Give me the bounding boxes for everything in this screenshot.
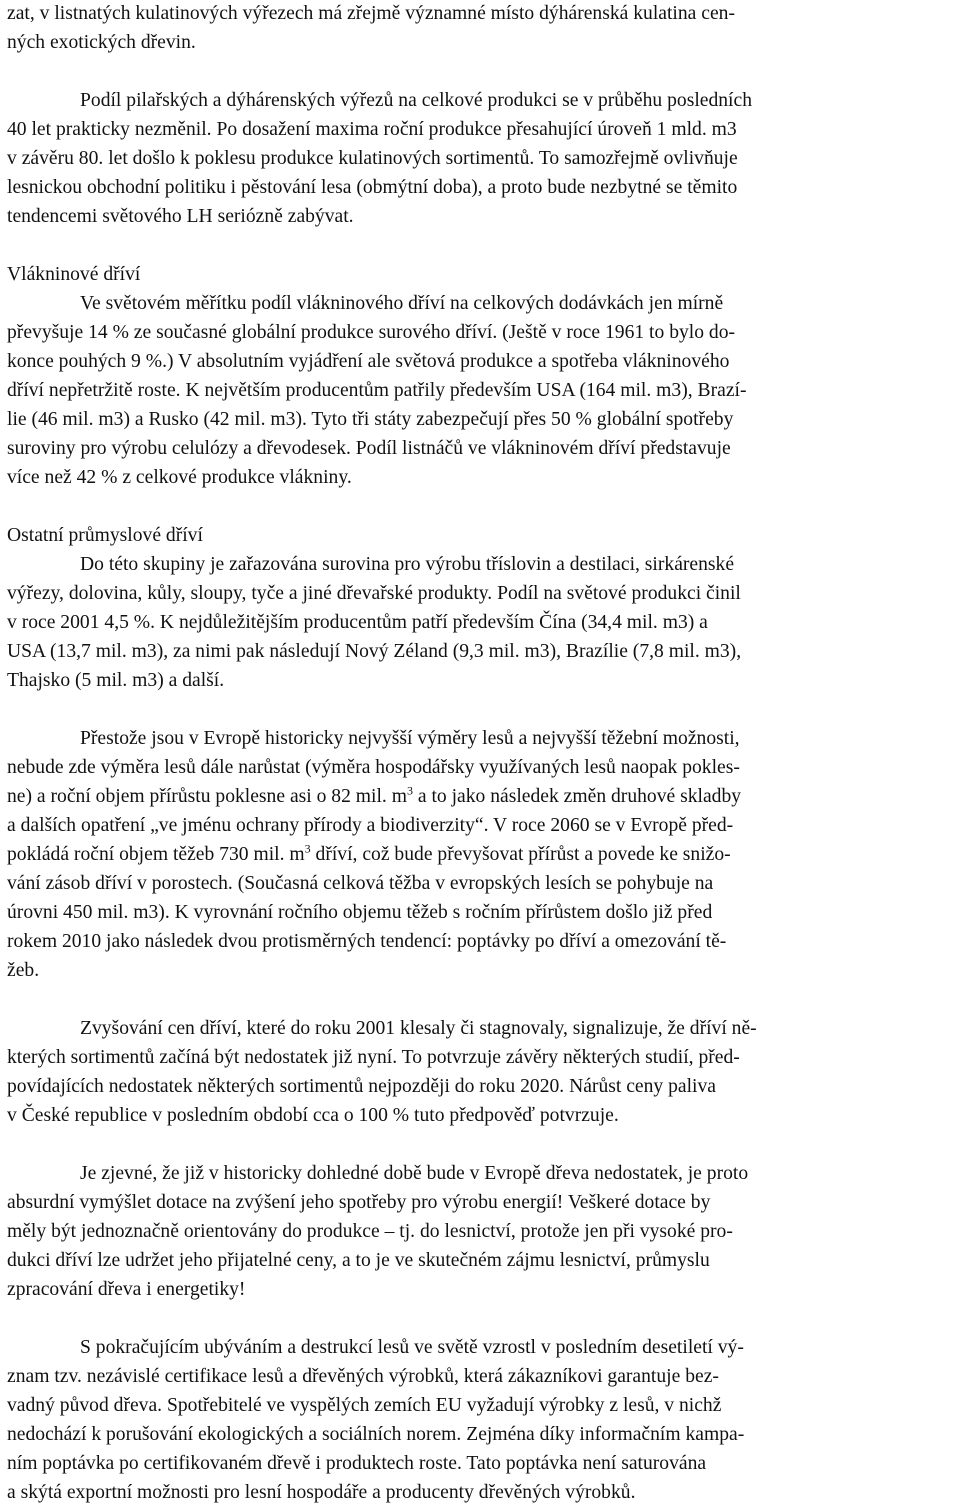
text-line: výřezy, dolovina, kůly, sloupy, tyče a jiné dřevařské produkty. Podíl na světové produkci činil <box>7 583 741 604</box>
text-line: dukci dříví lze udržet jeho přijatelné ceny, a to je ve skutečném zájmu lesnictví, průmyslu <box>7 1250 710 1271</box>
section-heading: Vlákninové dříví <box>7 264 141 285</box>
text-line: Thajsko (5 mil. m3) a další. <box>7 670 225 691</box>
text-line: Je zjevné, že již v historicky dohledné době bude v Evropě dřeva nedostatek, je proto <box>80 1163 749 1184</box>
text-span: ne) a roční objem přírůstu poklesne asi o 82 mil. m <box>7 786 407 807</box>
text-line <box>7 842 731 868</box>
text-line: USA (13,7 mil. m3), za nimi pak následují Nový Zéland (9,3 mil. m3), Brazílie (7,8 mil. m3), <box>7 641 742 662</box>
text-line: a dalších opatření „ve jménu ochrany přírody a biodiverzity“. V roce 2060 se v Evropě před- <box>7 815 734 836</box>
text-span: pokládá roční objem těžeb 730 mil. m <box>7 844 305 865</box>
text-line: Do této skupiny je zařazována surovina pro výrobu tříslovin a destilaci, sirkárenské <box>80 554 735 575</box>
text-line: vání zásob dříví v porostech. (Současná celková těžba v evropských lesích se pohybuje na <box>7 873 714 894</box>
text-line: tendencemi světového LH seriózně zabývat. <box>7 206 354 227</box>
text-line: absurdní vymýšlet dotace na zvýšení jeho spotřeby pro výrobu energií! Veškeré dotace by <box>7 1192 711 1213</box>
text-line: měly být jednoznačně orientovány do produkce – tj. do lesnictví, protože jen při vysoké pro- <box>7 1221 733 1242</box>
text-line: rokem 2010 jako následek dvou protisměrných tendencí: poptávky po dříví a omezování tě- <box>7 931 727 952</box>
superscript: 3 <box>406 783 413 798</box>
text-line: S pokračujícím ubýváním a destrukcí lesů ve světě vzrostl v posledním desetiletí vý- <box>80 1337 744 1358</box>
text-line: Přestože jsou v Evropě historicky nejvyšší výměry lesů a nejvyšší těžební možnosti, <box>80 728 740 749</box>
text-line: a skýtá exportní možnosti pro lesní hospodáře a producenty dřevěných výrobků. <box>7 1482 636 1503</box>
section-heading: Ostatní průmyslové dříví <box>7 525 203 546</box>
superscript: 3 <box>304 841 311 856</box>
text-line: ných exotických dřevin. <box>7 32 196 53</box>
text-line: suroviny pro výrobu celulózy a dřevodesek. Podíl listnáčů ve vlákninovém dříví představuje <box>7 438 731 459</box>
text-line: v České republice v posledním období cca o 100 % tuto předpověď potvrzuje. <box>7 1105 619 1126</box>
text-line: vadný původ dřeva. Spotřebitelé ve vyspělých zemích EU vyžadují výrobky z lesů, v nichž <box>7 1395 722 1416</box>
text-line: v závěru 80. let došlo k poklesu produkce kulatinových sortimentů. To samozřejmě ovlivňuje <box>7 148 738 169</box>
text-line: dříví nepřetržitě roste. K největším producentům patřily především USA (164 mil. m3), Brazí- <box>7 380 747 401</box>
text-line: ním poptávka po certifikovaném dřevě i produktech roste. Tato poptávka není saturována <box>7 1453 707 1474</box>
text-line: převyšuje 14 % ze současné globální produkce surového dříví. (Ještě v roce 1961 to bylo do- <box>7 322 736 343</box>
text-line: zpracování dřeva i energetiky! <box>7 1279 246 1300</box>
text-line: Zvyšování cen dříví, které do roku 2001 klesaly či stagnovaly, signalizuje, že dříví ně- <box>80 1018 757 1039</box>
text-line: úrovni 450 mil. m3). K vyrovnání ročního objemu těžeb s ročním přírůstem došlo již před <box>7 902 713 923</box>
text-line: povídajících nedostatek některých sortimentů nejpozději do roku 2020. Nárůst ceny paliva <box>7 1076 716 1097</box>
text-line: Ve světovém měřítku podíl vlákninového dříví na celkových dodávkách jen mírně <box>80 293 724 314</box>
text-line: lie (46 mil. m3) a Rusko (42 mil. m3). Tyto tři státy zabezpečují přes 50 % globální spotřeby <box>7 409 734 430</box>
text-line: zat, v listnatých kulatinových výřezech má zřejmě významné místo dýhárenská kulatina cen- <box>7 3 735 24</box>
text-line: více než 42 % z celkové produkce vlákniny. <box>7 467 352 488</box>
text-span: a to jako následek změn druhové skladby <box>412 786 742 807</box>
text-line: v roce 2001 4,5 %. K nejdůležitějším producentům patří především Čína (34,4 mil. m3) a <box>7 612 708 633</box>
text-line: nedochází k porušování ekologických a sociálních norem. Zejména díky informačním kampa- <box>7 1424 745 1445</box>
text-line: Podíl pilařských a dýhárenských výřezů na celkové produkci se v průběhu posledních <box>80 90 752 111</box>
text-span: dříví, což bude převyšovat přírůst a povede ke snižo- <box>310 844 731 865</box>
text-line: lesnickou obchodní politiku i pěstování lesa (obmýtní doba), a proto bude nezbytné se těmito <box>7 177 738 198</box>
text-line <box>7 784 741 810</box>
text-line: 40 let prakticky nezměnil. Po dosažení maxima roční produkce přesahující úroveň 1 mld. m3 <box>7 119 737 140</box>
text-line: nebude zde výměra lesů dále narůstat (výměra hospodářsky využívaných lesů naopak pokles- <box>7 757 740 778</box>
text-line: znam tzv. nezávislé certifikace lesů a dřevěných výrobků, která zákazníkovi garantuje bez- <box>7 1366 719 1387</box>
text-line: žeb. <box>7 960 40 981</box>
text-line: konce pouhých 9 %.) V absolutním vyjádření ale světová produkce a spotřeba vlákninového <box>7 351 730 372</box>
text-line: kterých sortimentů začíná být nedostatek již nyní. To potvrzuje závěry některých studií, před- <box>7 1047 740 1068</box>
